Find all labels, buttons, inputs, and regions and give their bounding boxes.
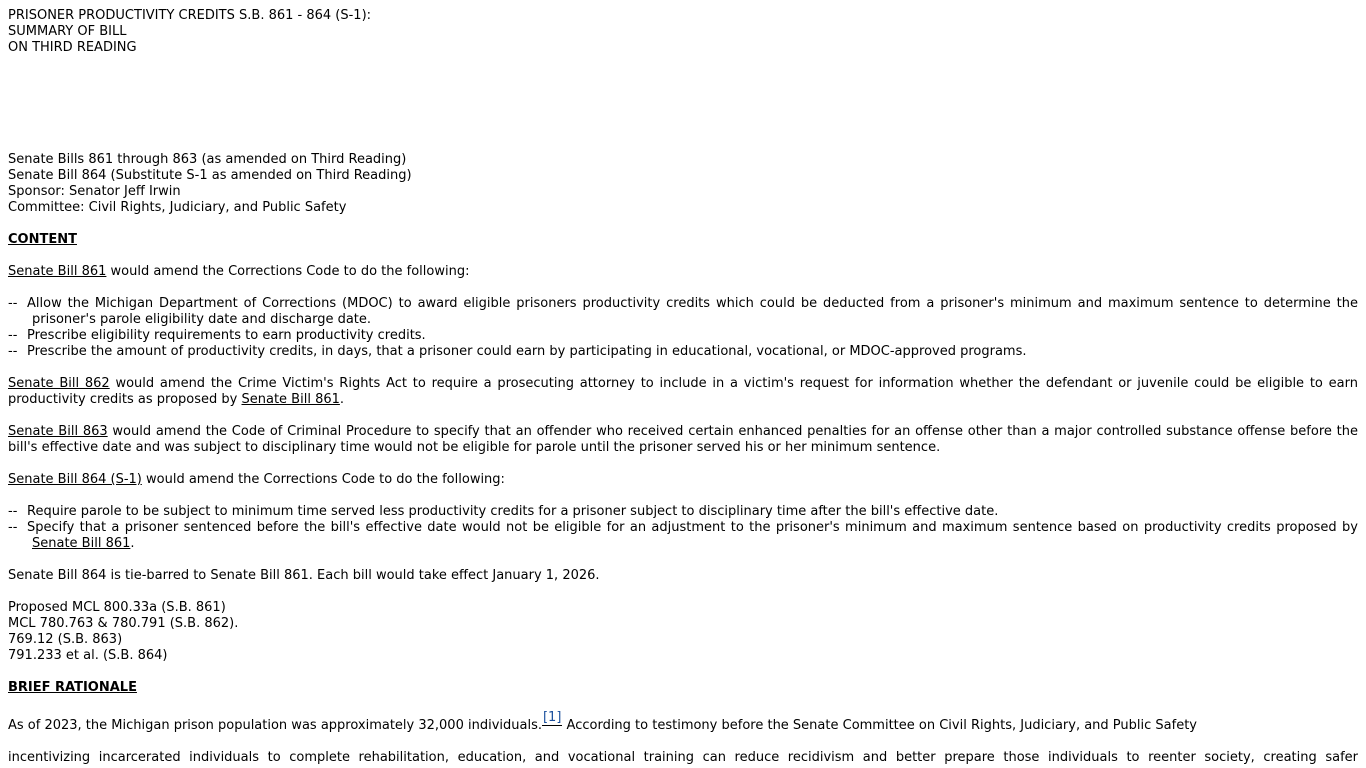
bills-line-2: Senate Bill 864 (Substitute S-1 as amended on Third Reading) (8, 168, 412, 183)
sb862-link[interactable]: Senate Bill 862 (8, 376, 110, 391)
rationale-p1-text-a: As of 2023, the Michigan prison population was approximately 32,000 individuals. (8, 718, 542, 733)
sb863-text: would amend the Code of Criminal Procedure to specify that an offender who received certain enhanced penalties for an offense other than a major controlled substance offense before the bill's effective date and was subject to disciplinary time would not be eligible for parole until the prisoner served his or her minimum sentence. (8, 424, 1358, 455)
mcl-line-1: Proposed MCL 800.33a (S.B. 861) (8, 600, 226, 615)
sb862-end: . (339, 392, 345, 407)
sb864-bullet-1 (8, 504, 1358, 520)
sb861-bullet-3-text: Prescribe the amount of productivity credits, in days, that a prisoner could earn by participating in educational, vocational, or MDOC-approved programs. (27, 344, 1027, 359)
sponsor-line: Sponsor: Senator Jeff Irwin (8, 184, 181, 199)
footnote-1-label: [1] (542, 710, 562, 725)
doc-title: PRISONER PRODUCTIVITY CREDITS S.B. 861 - 864 (S-1): (8, 8, 372, 23)
sb861-bullet-1-text: Allow the Michigan Department of Corrections (MDOC) to award eligible prisoners productivity credits which could be deducted from a prisoner's minimum and maximum sentence to determine the prisoner's parole eligibility date and discharge date. (27, 296, 1358, 327)
rationale-paragraph-2: incentivizing incarcerated individuals to complete rehabilitation, education, and vocational training can reduce recidivism and better prepare those individuals to reenter society, creating safer (8, 750, 1358, 765)
committee-line: Committee: Civil Rights, Judiciary, and Public Safety (8, 200, 347, 215)
rationale-p1-text-b: According to testimony before the Senate Committee on Civil Rights, Judiciary, and Public Safety (562, 718, 1197, 733)
mcl-line-2: MCL 780.763 & 780.791 (S.B. 862). (8, 616, 239, 631)
bullet-marker: -- (8, 296, 18, 311)
sb864-intro (8, 472, 1358, 488)
sb864-ref-sb861-link[interactable]: Senate Bill 861 (32, 536, 131, 551)
sb864-bullet-1-text: Require parole to be subject to minimum time served less productivity credits for a prisoner subject to disciplinary time after the bill's effective date. (27, 504, 999, 519)
bullet-marker: -- (8, 344, 18, 359)
sb861-bullet-2-text: Prescribe eligibility requirements to earn productivity credits. (27, 328, 426, 343)
content-heading: CONTENT (8, 232, 77, 247)
rationale-heading: BRIEF RATIONALE (8, 680, 137, 695)
sb864-bullet-2-end: . (130, 536, 135, 551)
mcl-line-3: 769.12 (S.B. 863) (8, 632, 123, 647)
sb864-link[interactable]: Senate Bill 864 (S-1) (8, 472, 142, 487)
doc-stage: ON THIRD READING (8, 40, 137, 55)
sb861-bullet-3 (8, 344, 1358, 360)
document (8, 8, 1358, 766)
sb861-link[interactable]: Senate Bill 861 (8, 264, 107, 279)
tiebar-line: Senate Bill 864 is tie-barred to Senate Bill 861. Each bill would take effect January 1, 2026. (8, 568, 600, 583)
sb862-text: would amend the Crime Victim's Rights Act to require a prosecuting attorney to include in a victim's request for information whether the defendant or juvenile could be eligible to earn productivity credits as proposed by (8, 376, 1358, 407)
sb861-intro (8, 264, 1358, 280)
sb862-paragraph (8, 376, 1358, 408)
footnote-1-link[interactable] (542, 710, 562, 726)
sb864-bullet-2-text: Specify that a prisoner sentenced before the bill's effective date would not be eligible for an adjustment to the prisoner's minimum and maximum sentence based on productivity credits proposed by (27, 520, 1358, 535)
sb861-bullet-1 (8, 296, 1358, 328)
bullet-marker: -- (8, 504, 18, 519)
mcl-line-4: 791.233 et al. (S.B. 864) (8, 648, 168, 663)
sb863-link[interactable]: Senate Bill 863 (8, 424, 108, 439)
rationale-paragraph-1 (8, 710, 1358, 734)
sb863-paragraph (8, 424, 1358, 456)
sb864-intro-text: would amend the Corrections Code to do the following: (141, 472, 505, 487)
sb864-bullet-2 (8, 520, 1358, 552)
doc-subtitle: SUMMARY OF BILL (8, 24, 127, 39)
bills-line-1: Senate Bills 861 through 863 (as amended on Third Reading) (8, 152, 407, 167)
bullet-marker: -- (8, 328, 18, 343)
sb861-bullet-2 (8, 328, 1358, 344)
bullet-marker: -- (8, 520, 18, 535)
sb861-intro-text: would amend the Corrections Code to do the following: (106, 264, 470, 279)
sb862-ref-sb861-link[interactable]: Senate Bill 861 (241, 392, 340, 407)
